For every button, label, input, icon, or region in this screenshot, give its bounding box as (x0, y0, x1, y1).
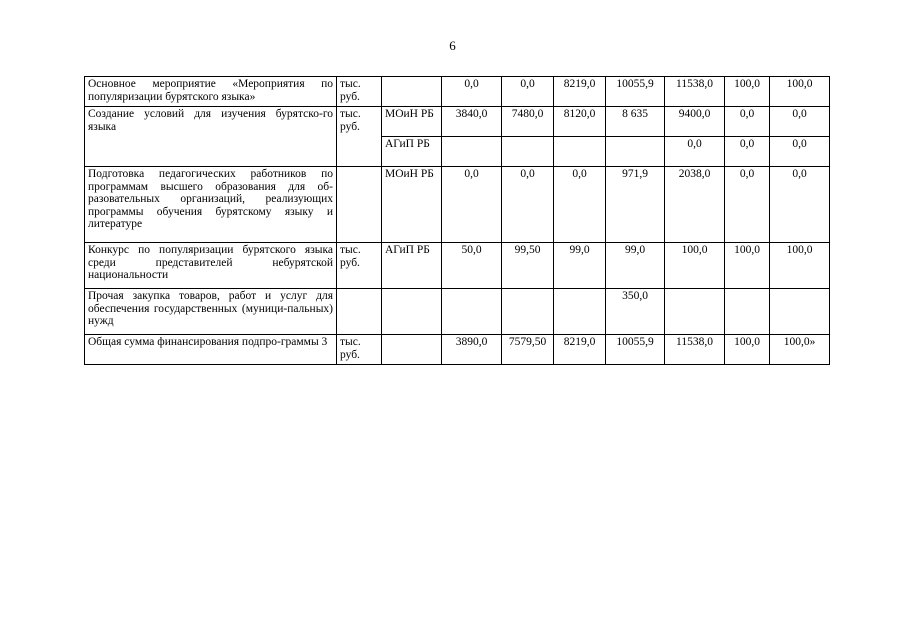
value-cell: 8120,0 (554, 107, 606, 137)
table-row (85, 289, 830, 335)
value-cell: 0,0 (665, 137, 725, 167)
row-executor (382, 335, 442, 365)
row-executor (382, 77, 442, 107)
value-cell: 2038,0 (665, 167, 725, 243)
row-name: Создание условий для изучения бурятско-го языка (85, 107, 337, 167)
row-executor (382, 289, 442, 335)
row-unit: тыс. руб. (337, 107, 382, 167)
value-cell: 0,0 (502, 77, 554, 107)
value-cell (554, 137, 606, 167)
row-name: Общая сумма финансирования подпро-граммы 3 (85, 335, 337, 365)
table-row (85, 107, 830, 137)
row-executor: МОиН РБ (382, 167, 442, 243)
row-unit: тыс. руб. (337, 243, 382, 289)
value-cell: 8219,0 (554, 335, 606, 365)
value-cell (606, 137, 665, 167)
value-cell: 7579,50 (502, 335, 554, 365)
row-name: Конкурс по популяризации бурятского языка среди представителей небурятской национальности (85, 243, 337, 289)
value-cell: 100,0» (770, 335, 830, 365)
value-cell (725, 289, 770, 335)
value-cell (770, 289, 830, 335)
value-cell (665, 289, 725, 335)
value-cell: 100,0 (725, 335, 770, 365)
table-row (85, 167, 830, 243)
value-cell: 99,50 (502, 243, 554, 289)
value-cell: 7480,0 (502, 107, 554, 137)
value-cell: 0,0 (442, 167, 502, 243)
value-cell: 50,0 (442, 243, 502, 289)
table-row (85, 77, 830, 107)
value-cell: 350,0 (606, 289, 665, 335)
table-row (85, 335, 830, 365)
value-cell: 0,0 (554, 167, 606, 243)
value-cell: 0,0 (770, 167, 830, 243)
row-executor: МОиН РБ (382, 107, 442, 137)
value-cell: 3840,0 (442, 107, 502, 137)
row-name: Подготовка педагогических работников по программам высшего образования для об-разовательных организаций, реализующих программы обучения бурятскому языку и литературе (85, 167, 337, 243)
value-cell: 11538,0 (665, 77, 725, 107)
value-cell: 99,0 (554, 243, 606, 289)
value-cell: 0,0 (502, 167, 554, 243)
value-cell (502, 137, 554, 167)
row-executor: АГиП РБ (382, 137, 442, 167)
value-cell: 8219,0 (554, 77, 606, 107)
value-cell: 100,0 (770, 77, 830, 107)
value-cell: 0,0 (442, 77, 502, 107)
value-cell: 100,0 (770, 243, 830, 289)
value-cell: 0,0 (770, 137, 830, 167)
financing-table (84, 76, 830, 365)
value-cell: 3890,0 (442, 335, 502, 365)
value-cell: 9400,0 (665, 107, 725, 137)
value-cell (442, 137, 502, 167)
page-number: 6 (449, 38, 456, 53)
row-unit (337, 289, 382, 335)
value-cell: 10055,9 (606, 77, 665, 107)
table-row (85, 243, 830, 289)
value-cell (502, 289, 554, 335)
value-cell (554, 289, 606, 335)
value-cell: 0,0 (725, 167, 770, 243)
row-name: Основное мероприятие «Мероприятия по популяризации бурятского языка» (85, 77, 337, 107)
row-unit: тыс. руб. (337, 77, 382, 107)
row-unit (337, 167, 382, 243)
value-cell: 10055,9 (606, 335, 665, 365)
value-cell: 11538,0 (665, 335, 725, 365)
value-cell: 8 635 (606, 107, 665, 137)
value-cell: 100,0 (665, 243, 725, 289)
value-cell: 99,0 (606, 243, 665, 289)
value-cell: 971,9 (606, 167, 665, 243)
value-cell: 100,0 (725, 243, 770, 289)
value-cell: 0,0 (725, 107, 770, 137)
value-cell: 100,0 (725, 77, 770, 107)
row-name: Прочая закупка товаров, работ и услуг для обеспечения государственных (муници-пальных) нужд (85, 289, 337, 335)
value-cell (442, 289, 502, 335)
value-cell: 0,0 (770, 107, 830, 137)
row-unit: тыс. руб. (337, 335, 382, 365)
row-executor: АГиП РБ (382, 243, 442, 289)
value-cell: 0,0 (725, 137, 770, 167)
